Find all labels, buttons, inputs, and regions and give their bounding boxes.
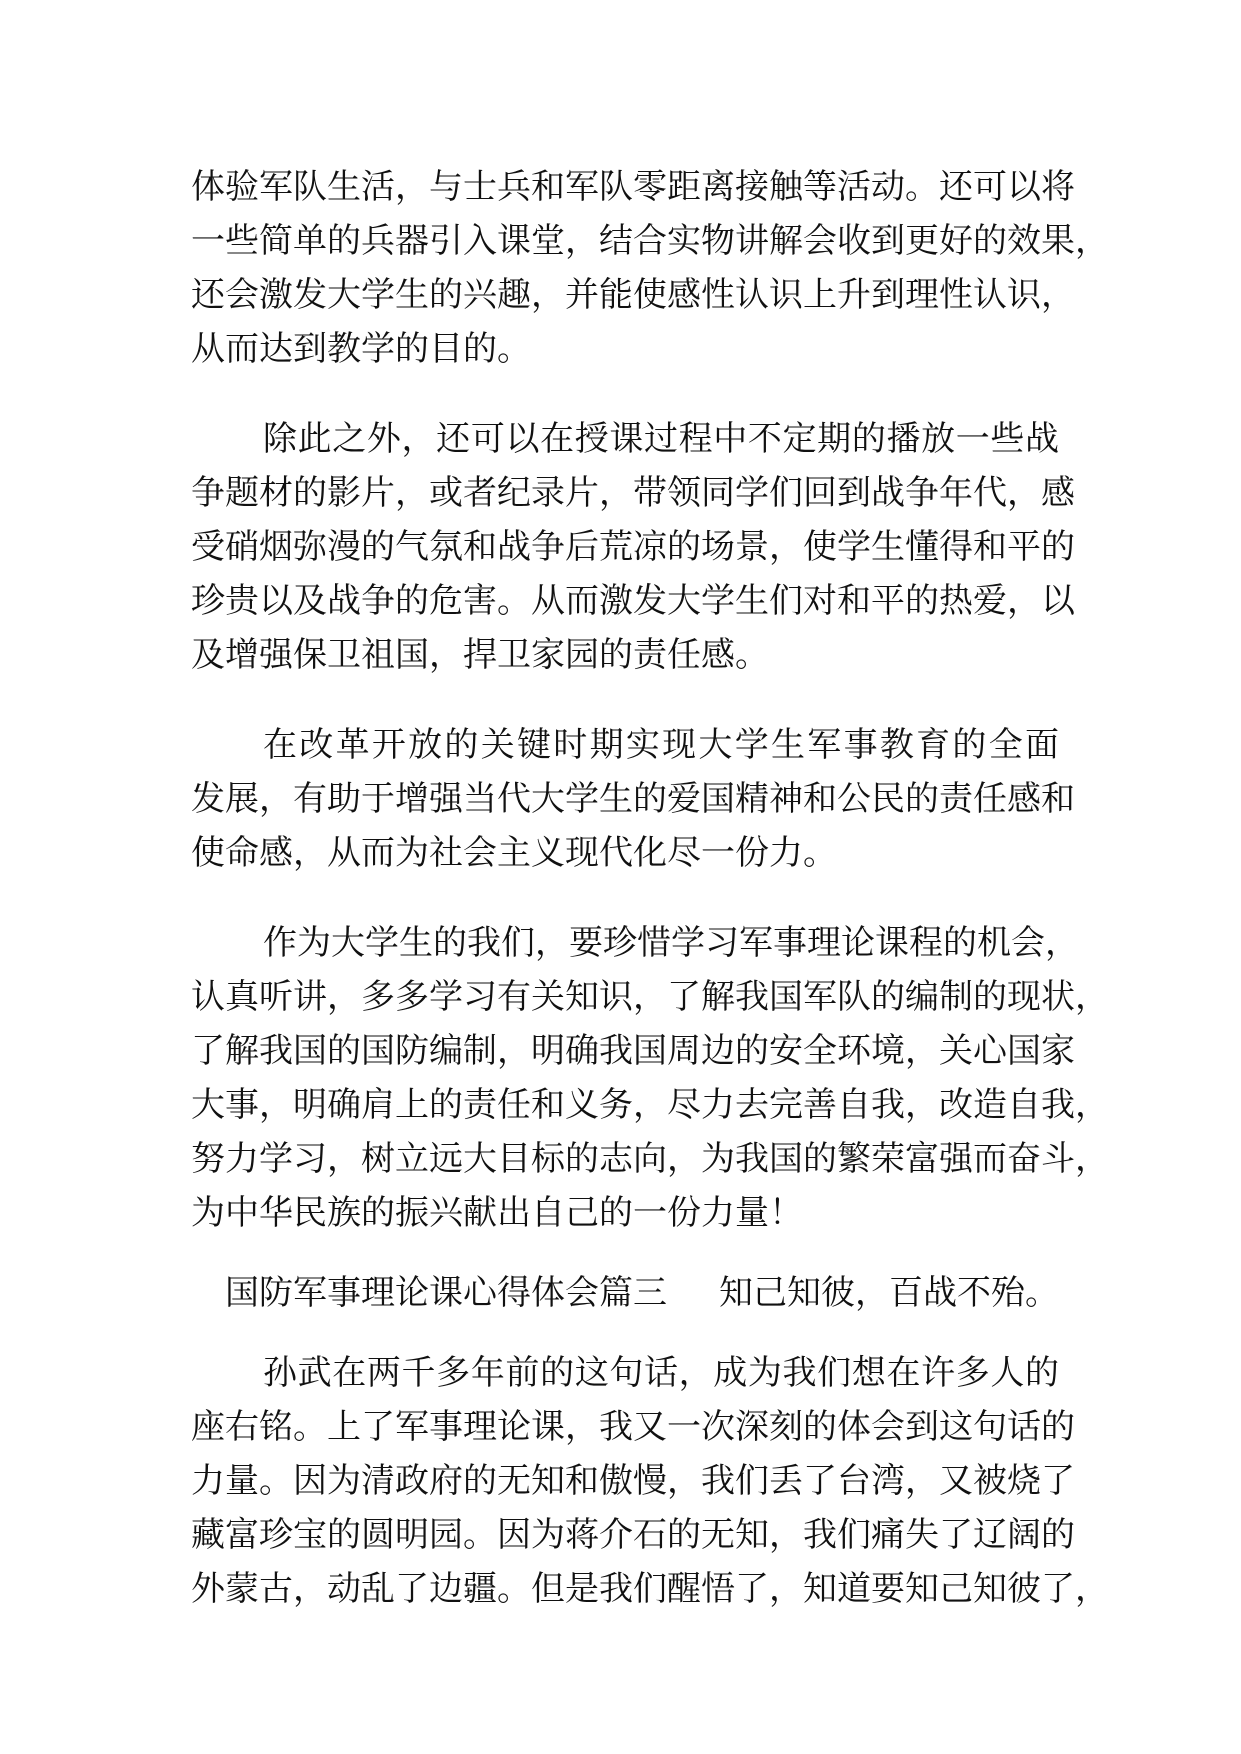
paragraph-line: 发展，有助于增强当代大学生的爱国精神和公民的责任感和 [191,779,1075,819]
paragraph-line: 孙武在两千多年前的这句话，成为我们想在许多人的 [263,1353,1059,1393]
paragraph-line: 从而达到教学的目的。 [191,329,531,369]
paragraph-1 [191,160,1109,376]
paragraph-line: 座右铭。上了军事理论课，我又一次深刻的体会到这句话的 [191,1407,1075,1447]
paragraph-line: 及增强保卫祖国，捍卫家园的责任感。 [191,635,769,675]
paragraph-line: 作为大学生的我们，要珍惜学习军事理论课程的机会， [263,923,1079,963]
paragraph-line: 使命感，从而为社会主义现代化尽一份力。 [191,833,837,873]
paragraph-line: 为中华民族的振兴献出自己的一份力量！ [191,1193,803,1233]
body-text [191,160,1109,1616]
paragraph-line: 了解我国的国防编制，明确我国周边的安全环境，关心国家 [191,1031,1075,1071]
section-heading [191,1266,1059,1320]
paragraph-line: 除此之外，还可以在授课过程中不定期的播放一些战 [263,419,1059,459]
paragraph-line: 藏富珍宝的圆明园。因为蒋介石的无知，我们痛失了辽阔的 [191,1515,1075,1555]
paragraph-line: 认真听讲，多多学习有关知识，了解我国军队的编制的现状， [191,977,1109,1017]
paragraph-line: 还会激发大学生的兴趣，并能使感性认识上升到理性认识， [191,275,1075,315]
paragraph-line: 在改革开放的关键时期实现大学生军事教育的全面 [263,725,1059,765]
paragraph-3 [191,718,1075,880]
paragraph-2 [191,412,1075,682]
paragraph-line: 外蒙古，动乱了边疆。但是我们醒悟了，知道要知己知彼了， [191,1569,1109,1609]
paragraph-line: 努力学习，树立远大目标的志向，为我国的繁荣富强而奋斗， [191,1139,1109,1179]
paragraph-4 [191,916,1109,1240]
paragraph-line: 体验军队生活，与士兵和军队零距离接触等活动。还可以将 [191,167,1075,207]
section-title: 国防军事理论课心得体会篇三 [225,1273,667,1313]
paragraph-line: 大事，明确肩上的责任和义务，尽力去完善自我，改造自我， [191,1085,1109,1125]
paragraph-5 [191,1346,1109,1616]
section-quote: 知己知彼，百战不殆。 [719,1273,1059,1313]
paragraph-line: 受硝烟弥漫的气氛和战争后荒凉的场景，使学生懂得和平的 [191,527,1075,567]
paragraph-line: 珍贵以及战争的危害。从而激发大学生们对和平的热爱，以 [191,581,1075,621]
paragraph-line: 力量。因为清政府的无知和傲慢，我们丢了台湾，又被烧了 [191,1461,1075,1501]
paragraph-line: 争题材的影片，或者纪录片，带领同学们回到战争年代，感 [191,473,1075,513]
paragraph-line: 一些简单的兵器引入课堂，结合实物讲解会收到更好的效果， [191,221,1109,261]
